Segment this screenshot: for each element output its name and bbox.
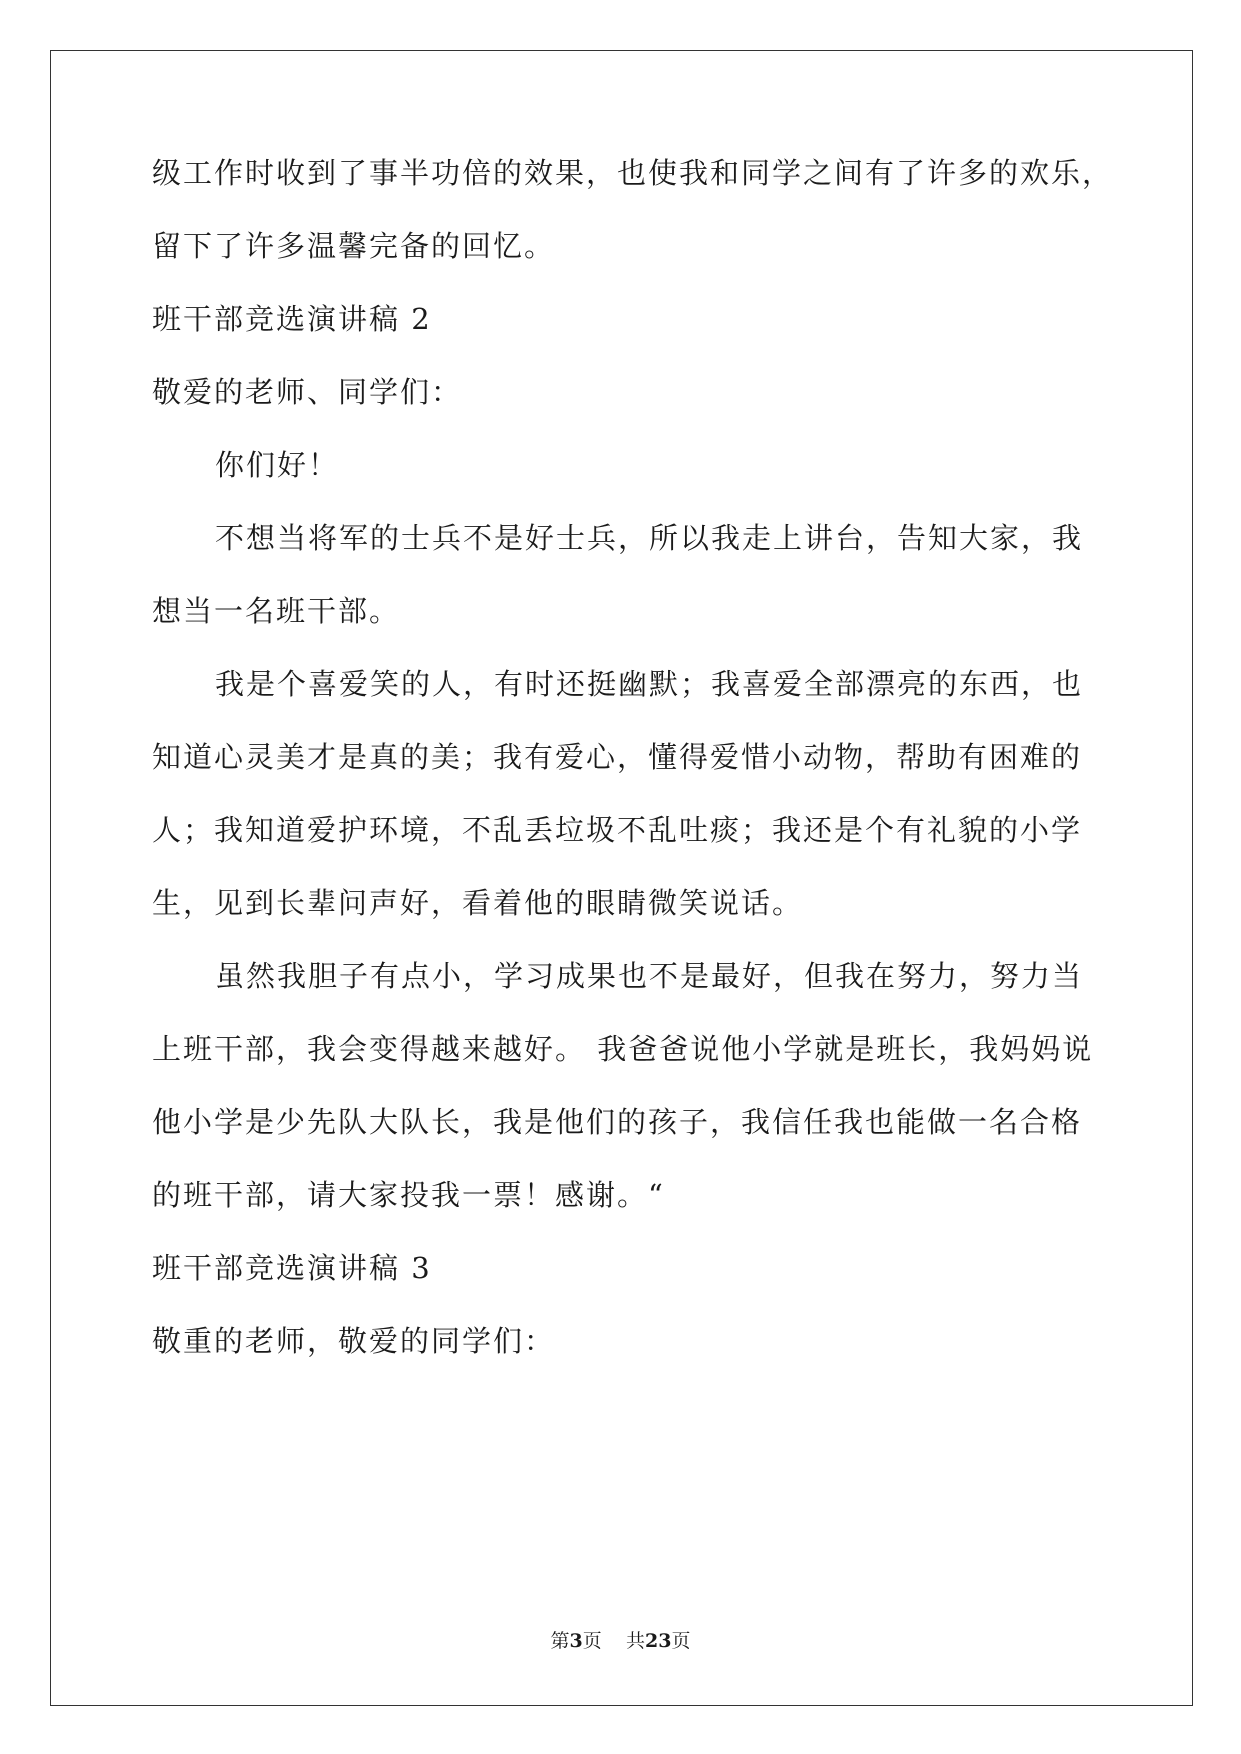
- greeting: 你们好！: [215, 448, 340, 482]
- text-line: 上班干部，我会变得越来越好。 我爸爸说他小学就是班长，我妈妈说: [152, 1032, 1094, 1066]
- text-line: 生，见到长辈问声好，看着他的眼睛微笑说话。: [152, 886, 804, 920]
- total-pages: 23: [644, 1630, 672, 1652]
- text-line: 虽然我胆子有点小，学习成果也不是最好，但我在努力，努力当: [215, 959, 1084, 993]
- text-line: 知道心灵美才是真的美；我有爱心，懂得爱惜小动物，帮助有困难的: [152, 740, 1083, 774]
- text-line: 想当一名班干部。: [152, 594, 401, 628]
- text-line: 他小学是少先队大队长，我是他们的孩子，我信任我也能做一名合格: [152, 1105, 1083, 1139]
- text-line: 我是个喜爱笑的人，有时还挺幽默；我喜爱全部漂亮的东西，也: [215, 667, 1084, 701]
- section-heading: 班干部竞选演讲稿 2: [152, 302, 432, 336]
- text-line: 人；我知道爱护环境，不乱丢垃圾不乱吐痰；我还是个有礼貌的小学: [152, 813, 1083, 847]
- page-footer: [0, 1628, 1241, 1654]
- page-number: 3: [569, 1630, 583, 1652]
- text-line: 的班干部，请大家投我一票！感谢。“: [152, 1178, 665, 1212]
- footer-page-suffix: 页: [582, 1630, 602, 1652]
- text-line: 级工作时收到了事半功倍的效果，也使我和同学之间有了许多的欢乐，: [152, 156, 1114, 190]
- text-line: 不想当将军的士兵不是好士兵，所以我走上讲台，告知大家，我: [215, 521, 1084, 555]
- footer-prefix: 第: [550, 1630, 570, 1652]
- section-heading: 班干部竞选演讲稿 3: [152, 1251, 432, 1285]
- salutation: 敬爱的老师、同学们：: [152, 375, 463, 409]
- salutation: 敬重的老师，敬爱的同学们：: [152, 1324, 556, 1358]
- footer-total-suffix: 页: [671, 1630, 691, 1652]
- text-line: 留下了许多温馨完备的回忆。: [152, 229, 556, 263]
- footer-total-prefix: 共: [625, 1630, 645, 1652]
